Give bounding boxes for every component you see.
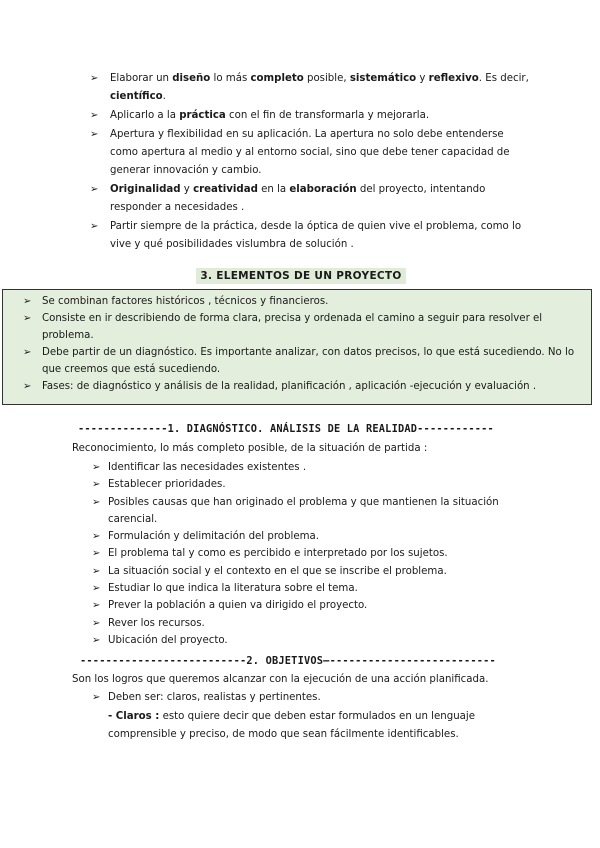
arrow-bullet-icon: ➢ <box>90 221 99 232</box>
claros-text: esto quiere decir que deben estar formulados en un lenguaje comprensible y preciso, de modo que sean fácilmente identificables. <box>108 711 475 740</box>
text-segment: Elaborar un <box>110 73 173 84</box>
bullet-text: Fases: de diagnóstico y análisis de la realidad, planificación , aplicación -ejecución y evaluación . <box>42 381 537 392</box>
arrow-bullet-icon: ➢ <box>23 381 32 392</box>
bullet-item <box>92 615 532 632</box>
arrow-bullet-icon: ➢ <box>92 565 101 577</box>
text-segment: Apertura y flexibilidad en su aplicación. La apertura no solo debe entenderse como apertura al medio y al entorno social, sino que debe tener capacidad de generar innovación y cambio. <box>110 129 510 176</box>
text-segment: y <box>180 184 194 195</box>
bullet-item <box>92 459 532 476</box>
bullet-item <box>23 310 585 344</box>
intro-bullet-list <box>90 70 530 255</box>
claros-definition <box>108 708 528 744</box>
arrow-bullet-icon: ➢ <box>92 600 101 612</box>
text-segment: en la <box>257 184 290 195</box>
bullet-item <box>90 218 530 254</box>
diagnostico-title: --------------1. DIAGNÓSTICO. ANÁLISIS DE LA REALIDAD------------ <box>78 423 494 435</box>
bullet-item <box>23 293 585 310</box>
bold-term: reflexivo <box>428 73 479 84</box>
bullet-item <box>92 545 532 562</box>
text-segment: Partir siempre de la práctica, desde la óptica de quien vive el problema, como lo vive y qué posibilidades vislumbra de solución . <box>110 221 522 250</box>
bullet-item <box>92 689 532 706</box>
bullet-item <box>23 344 585 378</box>
bullet-item <box>90 70 530 106</box>
bullet-text: Deben ser: claros, realistas y pertinentes. <box>108 692 321 703</box>
bullet-item <box>90 181 530 217</box>
text-segment: . <box>162 91 166 102</box>
arrow-bullet-icon: ➢ <box>92 583 101 595</box>
bullet-item <box>92 580 532 597</box>
bullet-text: Formulación y delimitación del problema. <box>108 531 320 543</box>
text-segment: con el fin de transformarla y mejorarla. <box>225 110 430 121</box>
bullet-text: Prever la población a quien va dirigido el proyecto. <box>108 600 368 612</box>
bullet-item <box>92 528 532 545</box>
bullet-text: Establecer prioridades. <box>108 479 226 491</box>
arrow-bullet-icon: ➢ <box>92 462 101 473</box>
text-segment: del proyecto, intentando responder a necesidades . <box>110 184 486 213</box>
arrow-bullet-icon: ➢ <box>92 692 101 703</box>
arrow-bullet-icon: ➢ <box>92 548 101 560</box>
arrow-bullet-icon: ➢ <box>92 479 101 491</box>
bullet-text: Debe partir de un diagnóstico. Es importante analizar, con datos precisos, lo que está sucediendo. No lo que creemos que está sucediendo. <box>42 347 575 375</box>
elementos-box <box>2 289 592 405</box>
objetivos-intro: Son los logros que queremos alcanzar con la ejecución de una acción planificada. <box>72 674 489 685</box>
arrow-bullet-icon: ➢ <box>23 313 32 324</box>
arrow-bullet-icon: ➢ <box>92 617 101 629</box>
bullet-item <box>92 476 532 493</box>
bullet-item <box>92 563 532 580</box>
bullet-item <box>90 107 530 125</box>
bold-term: creatividad <box>193 184 258 195</box>
arrow-bullet-icon: ➢ <box>90 184 99 195</box>
bullet-item <box>90 126 530 180</box>
objetivos-title: --------------------------2. OBJETIVOS–-------------------------- <box>80 655 496 667</box>
arrow-bullet-icon: ➢ <box>92 634 101 646</box>
bold-term: Originalidad <box>110 184 181 195</box>
text-segment: lo más <box>210 73 251 84</box>
bold-term: sistemático <box>349 73 417 84</box>
arrow-bullet-icon: ➢ <box>23 296 32 307</box>
bullet-text: El problema tal y como es percibido e interpretado por los sujetos. <box>108 548 448 560</box>
bullet-text: Identificar las necesidades existentes . <box>108 462 307 473</box>
bold-term: diseño <box>172 73 211 84</box>
section-3-title: 3. ELEMENTOS DE UN PROYECTO <box>196 268 406 284</box>
bullet-text: Se combinan factores históricos , técnicos y financieros. <box>42 296 329 307</box>
bullet-item <box>92 494 532 529</box>
diagnostico-intro: Reconocimiento, lo más completo posible, de la situación de partida : <box>72 443 428 454</box>
text-segment: y <box>416 73 429 84</box>
arrow-bullet-icon: ➢ <box>90 110 99 121</box>
text-segment: . Es decir, <box>478 73 529 84</box>
bullet-text: Consiste en ir describiendo de forma clara, precisa y ordenada el camino a seguir para resolver el problema. <box>42 313 543 341</box>
objetivos-list <box>92 689 532 706</box>
arrow-bullet-icon: ➢ <box>92 531 101 543</box>
bullet-text: La situación social y el contexto en el que se inscribe el problema. <box>108 565 447 577</box>
bold-term: elaboración <box>289 184 357 195</box>
arrow-bullet-icon: ➢ <box>90 129 99 140</box>
bullet-item <box>92 597 532 614</box>
bold-term: científico <box>110 91 163 102</box>
bold-term: completo <box>250 73 304 84</box>
text-segment: Aplicarlo a la <box>110 110 180 121</box>
arrow-bullet-icon: ➢ <box>90 73 99 84</box>
diagnostico-list <box>92 459 532 649</box>
bullet-item <box>23 378 585 395</box>
bullet-text: Ubicación del proyecto. <box>108 634 228 646</box>
claros-label: - Claros : <box>108 711 160 722</box>
bold-term: práctica <box>179 110 226 121</box>
bullet-text: Posibles causas que han originado el problema y que mantienen la situación carencial. <box>108 496 499 525</box>
arrow-bullet-icon: ➢ <box>92 496 101 508</box>
arrow-bullet-icon: ➢ <box>23 347 32 358</box>
bullet-text: Estudiar lo que indica la literatura sobre el tema. <box>108 583 358 595</box>
bullet-text: Rever los recursos. <box>108 617 205 629</box>
text-segment: posible, <box>303 73 350 84</box>
bullet-item <box>92 632 532 649</box>
elementos-list <box>23 293 585 395</box>
